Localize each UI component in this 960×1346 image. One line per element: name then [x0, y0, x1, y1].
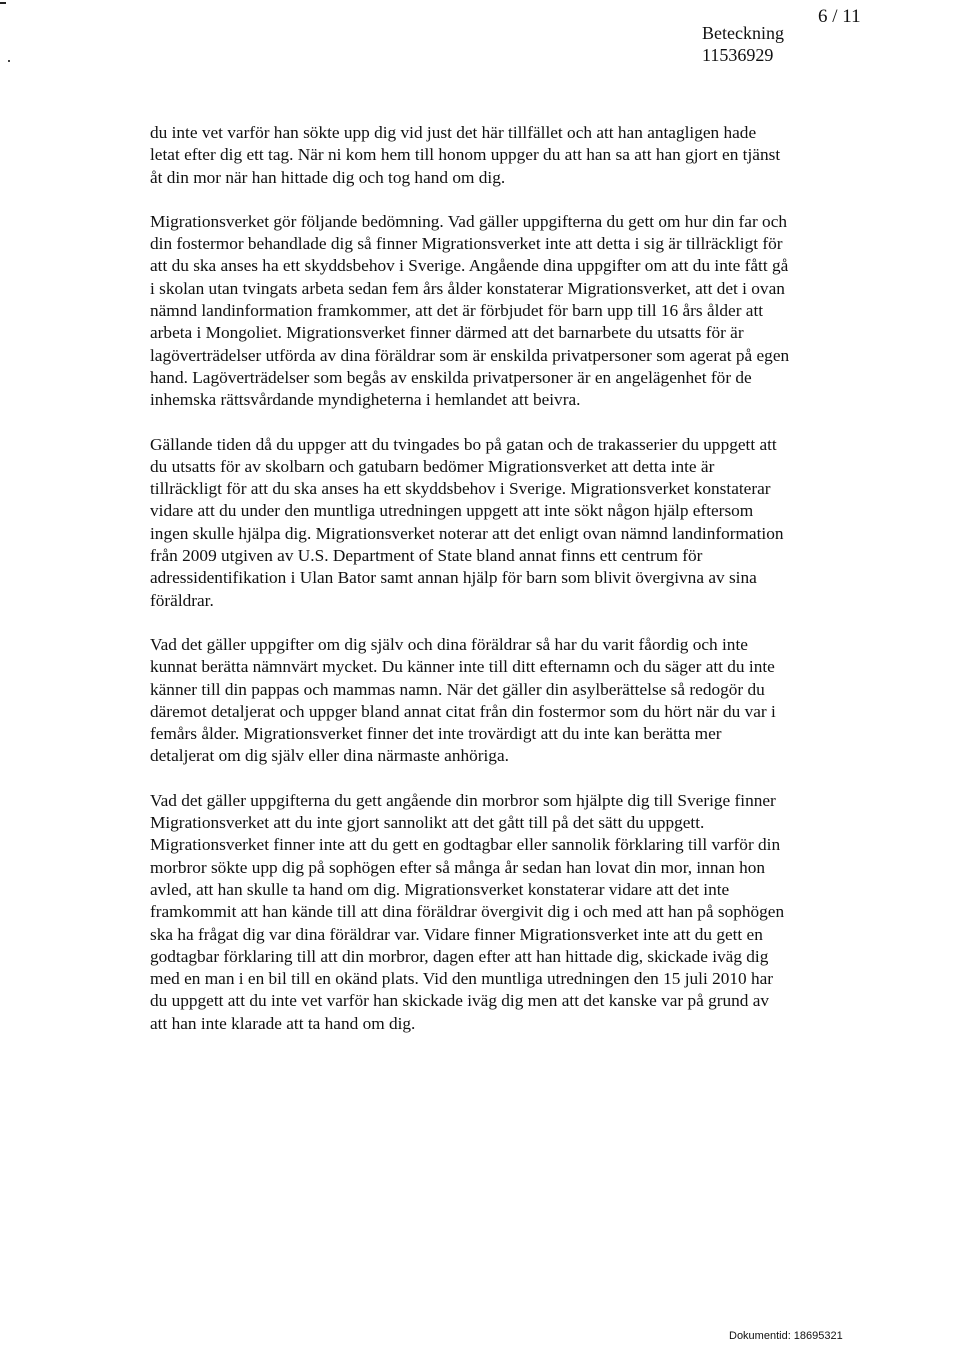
document-id-footer: Dokumentid: 18695321	[729, 1330, 843, 1342]
scan-speck	[8, 60, 10, 62]
paragraph: Vad det gäller uppgifterna du gett angående din morbror som hjälpte dig till Sverige finner Migrationsverket att du inte gjort sannolikt att det gått till på det sätt du uppgett. Migrationsverket finner inte att du gett en godtagbar eller sannolik förklaring till varför din morbror sökte upp dig på sophögen efter så många år sedan han lovat din mor, innan hon avled, att han skulle ta hand om dig. Migrationsverket konstaterar vidare att det inte framkommit att han kände till att dina föräldrar övergivit dig i och med att han på sophögen ska ha frågat dig var dina föräldrar var. Vidare finner Migrationsverket inte att du gett en godtagbar förklaring till att din morbror, dagen efter att han hittade dig, skickade iväg dig med en man i en bil till en okänd plats. Vid den muntliga utredningen den 15 juli 2010 har du uppgett att du inte vet varför han skickade iväg dig men att det kanske var på grund av att han inte klarade att ta hand om dig.	[150, 790, 785, 1033]
scan-mark	[0, 2, 6, 4]
page-number: 6 / 11	[818, 6, 861, 27]
header-label: Beteckning	[702, 23, 784, 43]
paragraph: Gällande tiden då du uppger att du tvingades bo på gatan och de trakasserier du uppgett att du utsatts för av skolbarn och gatubarn bedömer Migrationsverket att detta inte är tillräckligt för att du ska anses ha ett skyddsbehov i Sverige. Migrationsverket konstaterar vidare att du under den muntliga utredningen uppgett att inte sökt någon hjälp eftersom ingen skulle hjälpa dig. Migrationsverket noterar att det enligt ovan nämnd landinformation från 2009 utgiven av U.S. Department of State bland annat finns ett centrum för adressidentifikation i Ulan Bator samt annan hjälp för barn som blivit övergivna av sina föräldrar.	[150, 434, 784, 610]
paragraph: Migrationsverket gör följande bedömning. Vad gäller uppgifterna du gett om hur din far och din fostermor behandlade dig så finner Migrationsverket inte att detta i sig är tillräckligt för att du ska anses ha ett skyddsbehov i Sverige. Angående dina uppgifter om att du inte fått gå i skolan utan tvingats arbeta sedan fem års ålder konstaterar Migrationsverket, att det i ovan nämnd landinformation framkommer, att det är förbjudet för barn upp till 16 års ålder att arbeta i Mongoliet. Migrationsverket finner därmed att det barnarbete du utsatts för är lagöverträdelser utförda av dina föräldrar som är enskilda privatpersoner som agerat på egen hand. Lagöverträdelser som begås av enskilda privatpersoner är en angelägenhet för de inhemska rättsvårdande myndigheterna i hemlandet att beivra.	[150, 211, 790, 410]
header-reference-number: 11536929	[702, 45, 774, 65]
paragraph: du inte vet varför han sökte upp dig vid just det här tillfället och att han antagligen hade letat efter dig ett tag. När ni kom hem till honom uppger du att han sa att han gjort en tjänst åt din mor när han hittade dig och tog hand om dig.	[150, 123, 781, 187]
paragraph: Vad det gäller uppgifter om dig själv och dina föräldrar så har du varit fåordig och inte kunnat berätta nämnvärt mycket. Du känner inte till ditt efternamn och du säger att du inte känner till din pappas och mammas namn. När det gäller din asylberättelse så redogör du däremot detaljerat och uppger bland annat citat från din fostermor som du hört när du var i femårs ålder. Migrationsverket finner det inte trovärdigt att du inte kan berätta mer detaljerat om dig själv eller dina närmaste anhöriga.	[150, 634, 776, 766]
document-body	[150, 122, 790, 1057]
document-header	[702, 22, 784, 66]
